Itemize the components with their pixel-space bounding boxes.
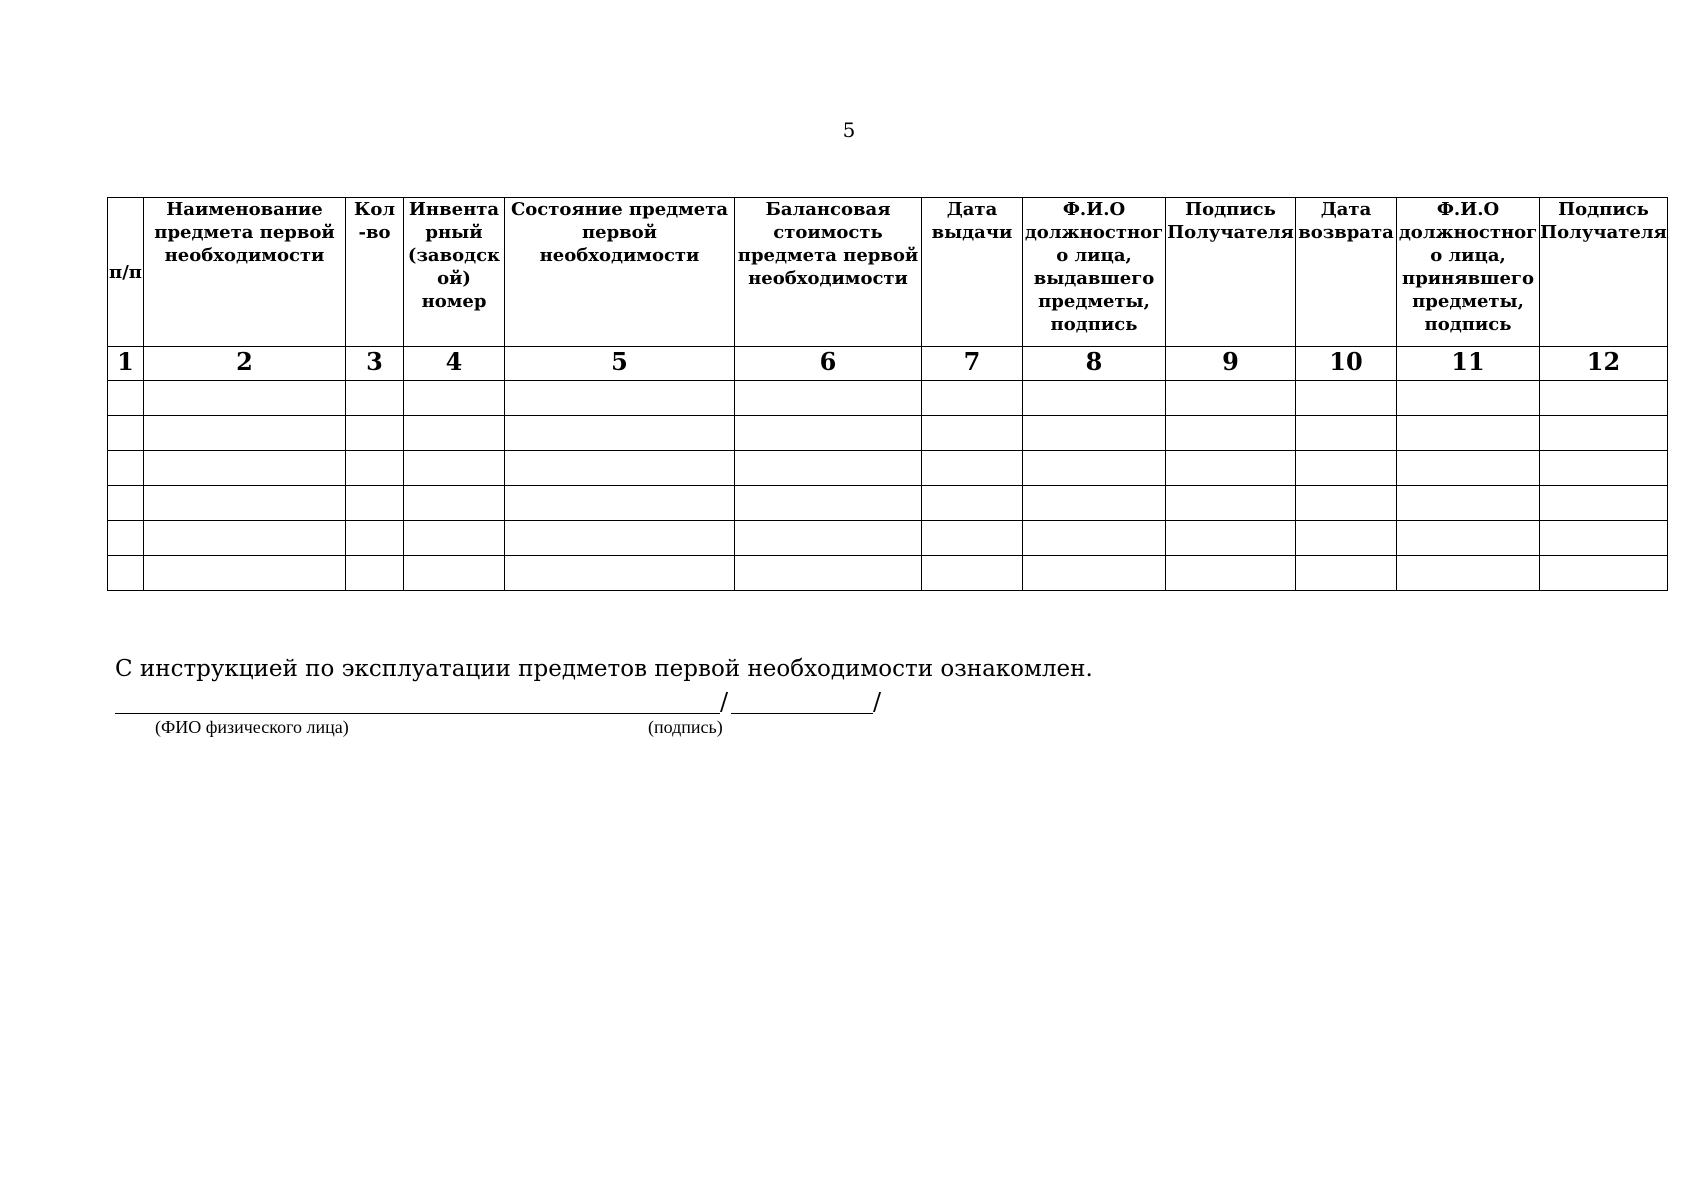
fio-signature-line <box>115 713 720 714</box>
table-cell[interactable] <box>404 381 505 416</box>
column-number: 1 <box>108 347 144 381</box>
table-cell[interactable] <box>1397 451 1540 486</box>
table-cell[interactable] <box>1296 381 1397 416</box>
table-cell[interactable] <box>1296 521 1397 556</box>
table-cell[interactable] <box>144 451 346 486</box>
table-cell[interactable] <box>922 486 1023 521</box>
table-cell[interactable] <box>144 556 346 591</box>
table-cell[interactable] <box>404 486 505 521</box>
table-cell[interactable] <box>1397 486 1540 521</box>
table-cell[interactable] <box>346 556 404 591</box>
table-cell[interactable] <box>922 416 1023 451</box>
table-cell[interactable] <box>1540 416 1668 451</box>
table-row <box>108 521 1668 556</box>
column-number: 3 <box>346 347 404 381</box>
table-cell[interactable] <box>1166 381 1296 416</box>
table-cell[interactable] <box>1397 381 1540 416</box>
slash-separator: / <box>720 688 729 716</box>
table-cell[interactable] <box>346 451 404 486</box>
table-cell[interactable] <box>922 381 1023 416</box>
table-cell[interactable] <box>1397 521 1540 556</box>
table-cell[interactable] <box>108 381 144 416</box>
acknowledgement-text: С инструкцией по эксплуатации предметов первой необходимости ознакомлен. <box>115 656 1093 682</box>
table-row <box>108 381 1668 416</box>
slash-separator: / <box>873 688 882 716</box>
table-cell[interactable] <box>1540 451 1668 486</box>
table-cell[interactable] <box>1023 416 1166 451</box>
column-number: 2 <box>144 347 346 381</box>
column-number: 4 <box>404 347 505 381</box>
signature-line <box>731 713 873 714</box>
column-number: 12 <box>1540 347 1668 381</box>
table-cell[interactable] <box>1166 451 1296 486</box>
table-cell[interactable] <box>1540 486 1668 521</box>
table-cell[interactable] <box>346 486 404 521</box>
table-cell[interactable] <box>1166 521 1296 556</box>
table-cell[interactable] <box>922 451 1023 486</box>
table-cell[interactable] <box>505 556 735 591</box>
table-cell[interactable] <box>1296 451 1397 486</box>
table-cell[interactable] <box>505 486 735 521</box>
table-cell[interactable] <box>505 451 735 486</box>
table-cell[interactable] <box>1296 556 1397 591</box>
table-cell[interactable] <box>1296 486 1397 521</box>
column-number: 9 <box>1166 347 1296 381</box>
column-number: 5 <box>505 347 735 381</box>
header-cell-issuer-name: Ф.И.О должностног о лица, выдавшего предметы, подпись <box>1023 198 1166 347</box>
column-number-row <box>108 347 1668 381</box>
header-cell-quantity: Кол -во <box>346 198 404 347</box>
table-cell[interactable] <box>735 416 922 451</box>
table-cell[interactable] <box>346 381 404 416</box>
header-cell-receiver-name: Ф.И.О должностног о лица, принявшего предметы, подпись <box>1397 198 1540 347</box>
table-cell[interactable] <box>1296 416 1397 451</box>
table-cell[interactable] <box>404 416 505 451</box>
table-cell[interactable] <box>346 521 404 556</box>
table-cell[interactable] <box>505 416 735 451</box>
page-number: 5 <box>842 118 856 142</box>
table-cell[interactable] <box>1397 416 1540 451</box>
table-cell[interactable] <box>1540 521 1668 556</box>
table-cell[interactable] <box>108 486 144 521</box>
table-cell[interactable] <box>735 521 922 556</box>
table-cell[interactable] <box>144 486 346 521</box>
table-cell[interactable] <box>108 521 144 556</box>
table-cell[interactable] <box>1023 451 1166 486</box>
issue-journal-table <box>107 197 1668 591</box>
table-cell[interactable] <box>1166 416 1296 451</box>
signature-caption: (подпись) <box>648 717 723 737</box>
column-number: 11 <box>1397 347 1540 381</box>
table-cell[interactable] <box>505 381 735 416</box>
table-cell[interactable] <box>1397 556 1540 591</box>
table-cell[interactable] <box>1166 556 1296 591</box>
table-row <box>108 416 1668 451</box>
table-cell[interactable] <box>108 556 144 591</box>
table-row <box>108 486 1668 521</box>
table-cell[interactable] <box>404 521 505 556</box>
header-cell-npp: п/п <box>108 198 144 347</box>
table-cell[interactable] <box>922 521 1023 556</box>
header-cell-item-condition: Состояние предмета первой необходимости <box>505 198 735 347</box>
column-number: 6 <box>735 347 922 381</box>
table-cell[interactable] <box>1023 486 1166 521</box>
header-cell-recipient-signature-2: Подпись Получателя <box>1540 198 1668 347</box>
column-number: 10 <box>1296 347 1397 381</box>
table-cell[interactable] <box>404 451 505 486</box>
header-cell-return-date: Дата возврата <box>1296 198 1397 347</box>
table-cell[interactable] <box>1540 381 1668 416</box>
table-cell[interactable] <box>735 556 922 591</box>
table-cell[interactable] <box>404 556 505 591</box>
header-cell-recipient-signature: Подпись Получателя <box>1166 198 1296 347</box>
table-cell[interactable] <box>1023 521 1166 556</box>
table-cell[interactable] <box>108 451 144 486</box>
table-cell[interactable] <box>346 416 404 451</box>
table-cell[interactable] <box>735 381 922 416</box>
table-cell[interactable] <box>735 451 922 486</box>
table-cell[interactable] <box>1023 381 1166 416</box>
table-header-row <box>108 198 1668 347</box>
table-cell[interactable] <box>505 521 735 556</box>
header-cell-inventory-number: Инвента рный (заводск ой) номер <box>404 198 505 347</box>
fio-caption: (ФИО физического лица) <box>155 717 349 737</box>
table-cell[interactable] <box>1023 556 1166 591</box>
table-cell[interactable] <box>144 521 346 556</box>
table-row <box>108 451 1668 486</box>
table-row <box>108 556 1668 591</box>
column-number: 7 <box>922 347 1023 381</box>
header-cell-issue-date: Дата выдачи <box>922 198 1023 347</box>
table-cell[interactable] <box>922 556 1023 591</box>
table-cell[interactable] <box>1166 486 1296 521</box>
column-number: 8 <box>1023 347 1166 381</box>
header-cell-book-value: Балансовая стоимость предмета первой необходимости <box>735 198 922 347</box>
table-cell[interactable] <box>144 416 346 451</box>
table-cell[interactable] <box>1540 556 1668 591</box>
table-cell[interactable] <box>144 381 346 416</box>
table-cell[interactable] <box>735 486 922 521</box>
table-cell[interactable] <box>108 416 144 451</box>
header-cell-item-name: Наименование предмета первой необходимости <box>144 198 346 347</box>
